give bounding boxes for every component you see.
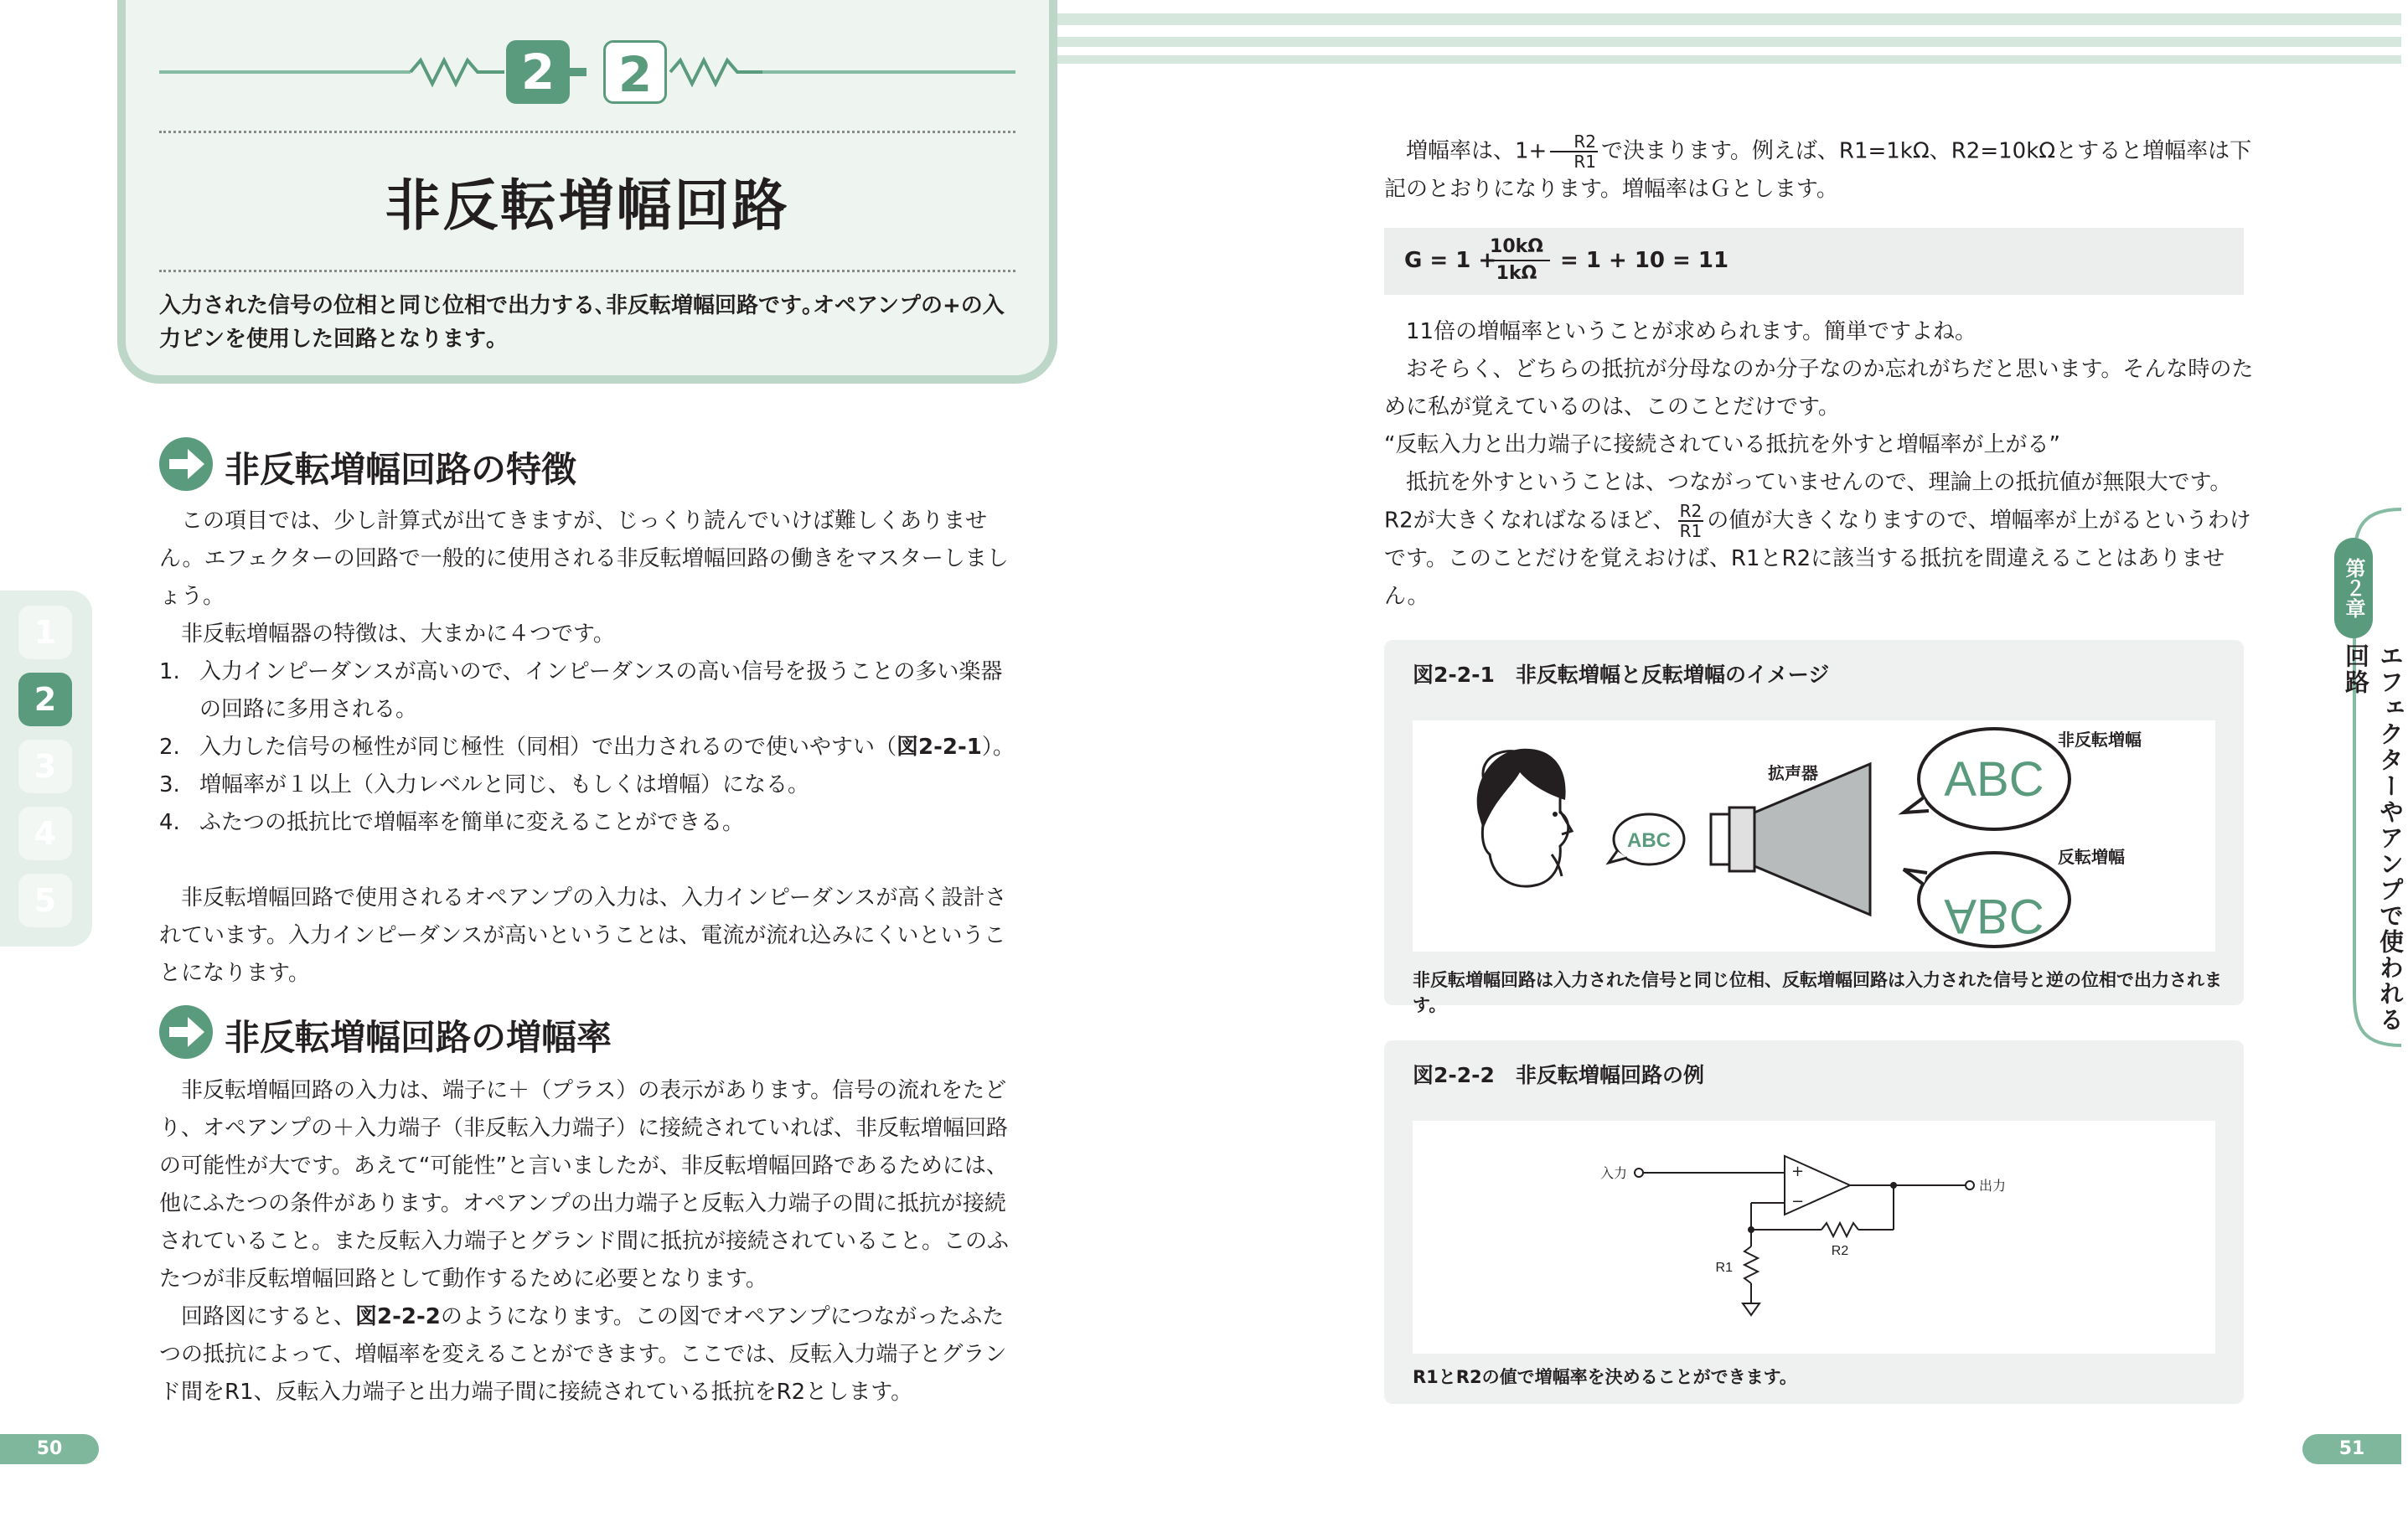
section-minor-number: 2 [603,40,667,104]
arrow-right-icon [159,1005,213,1059]
svg-text:ABC: ABC [1627,829,1671,852]
ground-icon [1743,1303,1759,1315]
figure-reference[interactable]: 図2-2-1 [897,735,982,760]
chapter-title: エフェクターやアンプで使われる回路 [2342,643,2405,1033]
heading-text: 非反転増幅回路の特徴 [225,449,577,490]
paragraph: 非反転増幅回路の入力は、端子に＋（プラス）の表示があります。信号の流れをたどり、オペアンプの＋入力端子（非反転入力端子）に接続されていれば、非反転増幅回路の可能性が大です。あえて“可能性”と言いましたが、非反転増幅回路であるためには、他にふたつの条件があります。オペアンプの出力端子と反転入力端子の間に抵抗が接続されていること。また反転入力端子とグランド間に抵抗が接続されていること。このふたつが非反転増幅回路として動作するために必要となります。 [159,1078,1010,1292]
list-item: 3. 増幅率が１以上（入力レベルと同じ、もしくは増幅）になる。 [159,772,810,797]
divider [159,270,1015,272]
fraction: $\frac{R2}{R1}$ [1679,501,1703,541]
paragraph: 11倍の増幅率ということが求められます。簡単ですよね。 [1406,319,1977,344]
heading-text: 非反転増幅回路の増幅率 [225,1017,612,1058]
svg-text:非反転増幅: 非反転増幅 [2058,730,2142,750]
figure-title: 図2-2-1 非反転増幅と反転増幅のイメージ [1413,663,1830,687]
figure-illustration [1413,720,2215,952]
paragraph: 回路図にすると、図2-2-2のようになります。この図でオペアンプにつながったふたつの抵抗によって、増幅率を変えることができます。ここでは、反転入力端子とグランド間をR1、反転入力端子と出力端子間に接続されている抵抗をR2とします。 [159,1304,1007,1405]
svg-text:出力: 出力 [1979,1178,2007,1194]
svg-text:入力: 入力 [1599,1165,1627,1181]
circuit-diagram [1413,1121,2215,1354]
figure-caption: R1とR2の値で増幅率を決めることができます。 [1413,1367,1797,1387]
amplifier-image-illustration [1413,720,2215,952]
megaphone-icon [1711,764,1870,915]
chapter-tab-2-active[interactable]: 2 [18,673,72,726]
chapter-tab-4[interactable]: 4 [18,807,72,860]
list-item: 1. 入力インピーダンスが高いので、インピーダンスの高い信号を扱うことの多い楽器の回路に多用される。 [159,659,1003,722]
formula-box [1384,228,2244,295]
paragraph: R2が大きくなればなるほど、 $\frac{R2}{R1}$ の値が大きくなりますので、増幅率が上がるというわけです。このことだけを覚えおけば、R1とR2に該当する抵抗を間違えることはありません。 [1384,501,2251,609]
non-inverting-amplifier-circuit [1413,1121,2215,1354]
figure-title: 図2-2-2 非反転増幅回路の例 [1413,1063,1704,1087]
chapter-side-tab [2314,509,2405,1045]
page-intro: 入力された信号の位相と同じ位相で出力する､非反転増幅回路です｡オペアンプの+の入力ピンを使用した回路となります｡ [159,293,1005,352]
svg-text:ABC: ABC [1944,752,2044,807]
header-stripe [1057,13,2401,25]
resistor-line-decoration [159,34,1015,109]
section-number [159,34,1015,109]
arrow-right-icon [159,437,213,491]
chapter-badge: 第２章 [2334,538,2373,638]
formula-left: G = 1 + [1404,248,1497,273]
fraction: $\frac{R2}{R1}$ [1550,132,1598,171]
explanation-body [1384,313,2256,616]
header-stripe [1057,37,2401,47]
paragraph: 非反転増幅器の特徴は、大まかに４つです。 [181,622,615,647]
gain-body [159,1072,1024,1411]
chapter-tab-5[interactable]: 5 [18,874,72,927]
divider [159,131,1015,133]
svg-text:R1: R1 [1715,1261,1733,1275]
formula-right: = 1 + 10 = 11 [1560,248,1729,273]
features-body [159,503,1024,993]
list-item: 2. 入力した信号の極性が同じ極性（同相）で出力されるので使いやすい（図2-2-1）。 [159,735,1015,760]
svg-text:ABC [1944,889,2044,943]
paragraph: おそらく、どちらの抵抗が分母なのか分子なのか忘れがちだと思います。そんな時のために私が覚えているのは、このことだけです。 [1384,357,2254,420]
paragraph: 非反転増幅回路で使用されるオペアンプの入力は、入力インピーダンスが高く設計されています。入力インピーダンスが高いということは、電流が流れ込みにくいということになります。 [159,885,1007,986]
chapter-tabs [0,591,92,947]
page-number-left: 50 [0,1434,99,1464]
svg-text:+: + [1791,1163,1805,1180]
section-major-number: 2 [506,40,570,104]
list-item: 4. ふたつの抵抗比で増幅率を簡単に変えることができる。 [159,810,745,835]
figure-2-2-1 [1384,640,2244,1015]
figure-2-2-2 [1384,1040,2244,1404]
header-stripe [1057,55,2401,64]
paragraph: 増幅率は、1+ $\frac{R2}{R1}$ で決まります。例えば、R1=1kΩ、R2=10kΩとすると増幅率は下記のとおりになります。増幅率はＧとします。 [1384,132,2252,202]
svg-text:反転増幅: 反転増幅 [2058,847,2125,867]
figure-caption: 非反転増幅回路は入力された信号と同じ位相、反転増幅回路は入力された信号と逆の位相で出力されます。 [1413,970,2222,1015]
quote: “反転入力と出力端子に接続されている抵抗を外すと増幅率が上がる” [1384,432,2060,457]
page-number-right: 51 [2302,1434,2401,1464]
svg-text:拡声器: 拡声器 [1768,763,1818,783]
svg-text:−: − [1791,1193,1805,1210]
chapter-tab-3[interactable]: 3 [18,740,72,793]
formula-fraction: 10kΩ 1kΩ [1483,235,1550,286]
figure-reference[interactable]: 図2-2-2 [355,1304,441,1329]
svg-text:R2: R2 [1831,1244,1849,1258]
inverted-letter: ABC [1944,889,2044,943]
paragraph: この項目では、少し計算式が出てきますが、じっくり読んでいけば難しくありません。エフェクターの回路で一般的に使用される非反転増幅回路の働きをマスターしましょう。 [159,508,1009,609]
chapter-tab-1[interactable]: 1 [18,606,72,659]
gain-formula-text [1384,132,2256,209]
page-title: 非反転増幅回路 [385,173,790,238]
person-head-icon [1477,749,1572,886]
paragraph: 抵抗を外すということは、つながっていませんので、理論上の抵抗値が無限大です。 [1406,470,2232,495]
